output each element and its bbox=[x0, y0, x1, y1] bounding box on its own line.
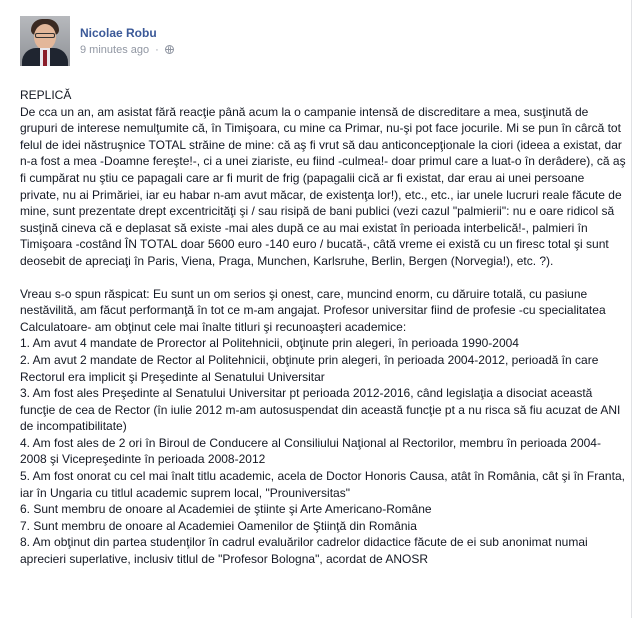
post-paragraph: Vreau s-o spun răspicat: Eu sunt un om serios şi onest, care, muncind enorm, cu dăruire totală, cu pasiune nestăvilită, am făcut performanţă în tot ce m-am angajat. Profesor universitar fiind de profesie -cu specialitatea Calculatoare- am obţinut cele mai înalte titluri şi recunoaşteri academice: bbox=[20, 286, 606, 334]
paragraph-gap bbox=[20, 270, 626, 286]
avatar-glasses bbox=[35, 33, 55, 38]
list-item: 8. Am obţinut din partea studenţilor în cadrul evaluărilor cadrelor didactice făcute de ei sub anonimat numai aprecieri superlative, inclusiv titlul de "Profesor Bologna", acordat de ANOSR bbox=[20, 535, 588, 567]
meta-separator: · bbox=[155, 44, 159, 56]
list-item: 7. Sunt membru de onoare al Academiei Oamenilor de Ştiinţă din România bbox=[20, 518, 417, 533]
globe-icon[interactable] bbox=[165, 45, 174, 54]
post-paragraph: De cca un an, am asistat fără reacţie până acum la o campanie intensă de discreditare a mea, susţinută de grupuri de interese nemulţumite că, în Timişoara, cu mine ca Primar, nu-şi pot face jocurile. Mi se pun în cârcă tot felul de idei năstruşnice TOTAL străine de mine: că aş fi vrut să dau anticoncepţionale la ciori (ideea a existat, dar n-a fost a mea -Doamne fereşte!-, ci a unei ziariste, eu fiind -culmea!- doar primul care a luat-o în derâdere), că aş fi cumpărat nu ştiu ce papagali care ar fi murit de frig (papagalii cică ar fi existat, dar erau ai unei persoane private, nu ai Primăriei, iar eu habar n-am avut măcar, de existenţa lor!), etc., etc., iar unele lucruri reale făcute de mine, sunt prezentate drept excentricităţi şi / sau risipă de bani publici (vezi cazul "palmierii": nu e oare ridicol să susţină cineva că e deplasat să existe -mai ales după ce au mai existat în perioada interbelică!-, palmieri în Timişoara -costând ÎN TOTAL doar 5600 euro -140 euro / bucată-, câtă vreme ei există cu un firesc total şi sunt deosebit de apreciaţi în Paris, Viena, Praga, Munchen, Karlsruhe, Berlin, Bergen (Norvegia!), etc. ?). bbox=[20, 104, 626, 268]
post-heading: REPLICĂ bbox=[20, 88, 72, 102]
list-item: 6. Sunt membru de onoare al Academiei de ştiinte şi Arte Americano-Române bbox=[20, 502, 432, 517]
list-item: 5. Am fost onorat cu cel mai înalt titlu academic, acela de Doctor Honoris Causa, atât în România, cât şi în Franta, iar în Ungaria cu titlul academic suprem local, "Prouniversitas" bbox=[20, 469, 625, 500]
list-item: 1. Am avut 4 mandate de Prorector al Politehnicii, obţinute prin alegeri, în perioada 1990-2004 bbox=[20, 336, 519, 351]
list-item: 3. Am fost ales Preşedinte al Senatului Universitar pt perioada 2012-2016, când legislaţia a disociat această funcţie de cea de Rector (în iulie 2012 m-am autosuspendat din această funcţie pt a nu risca să fiu acuzat de ANI de incompatibilitate) bbox=[20, 386, 621, 434]
author-name-link[interactable]: Nicolae Robu bbox=[80, 26, 157, 40]
list-item: 2. Am avut 2 mandate de Rector al Politehnicii, obţinute prin alegeri, în perioada 2004-2012, perioadă în care Rectorul era implicit şi Preşedinte al Senatului Universitar bbox=[20, 352, 599, 384]
list-item: 4. Am fost ales de 2 ori în Biroul de Conducere al Consiliului Naţional al Rectorilor, membru în perioada 2004-2008 şi Vicepreşedinte în perioada 2008-2012 bbox=[20, 435, 601, 467]
avatar[interactable] bbox=[20, 16, 70, 66]
post-meta bbox=[80, 44, 174, 56]
post-timestamp[interactable]: 9 minutes ago bbox=[80, 44, 150, 56]
avatar-tie bbox=[43, 50, 47, 66]
post-body bbox=[20, 87, 626, 568]
